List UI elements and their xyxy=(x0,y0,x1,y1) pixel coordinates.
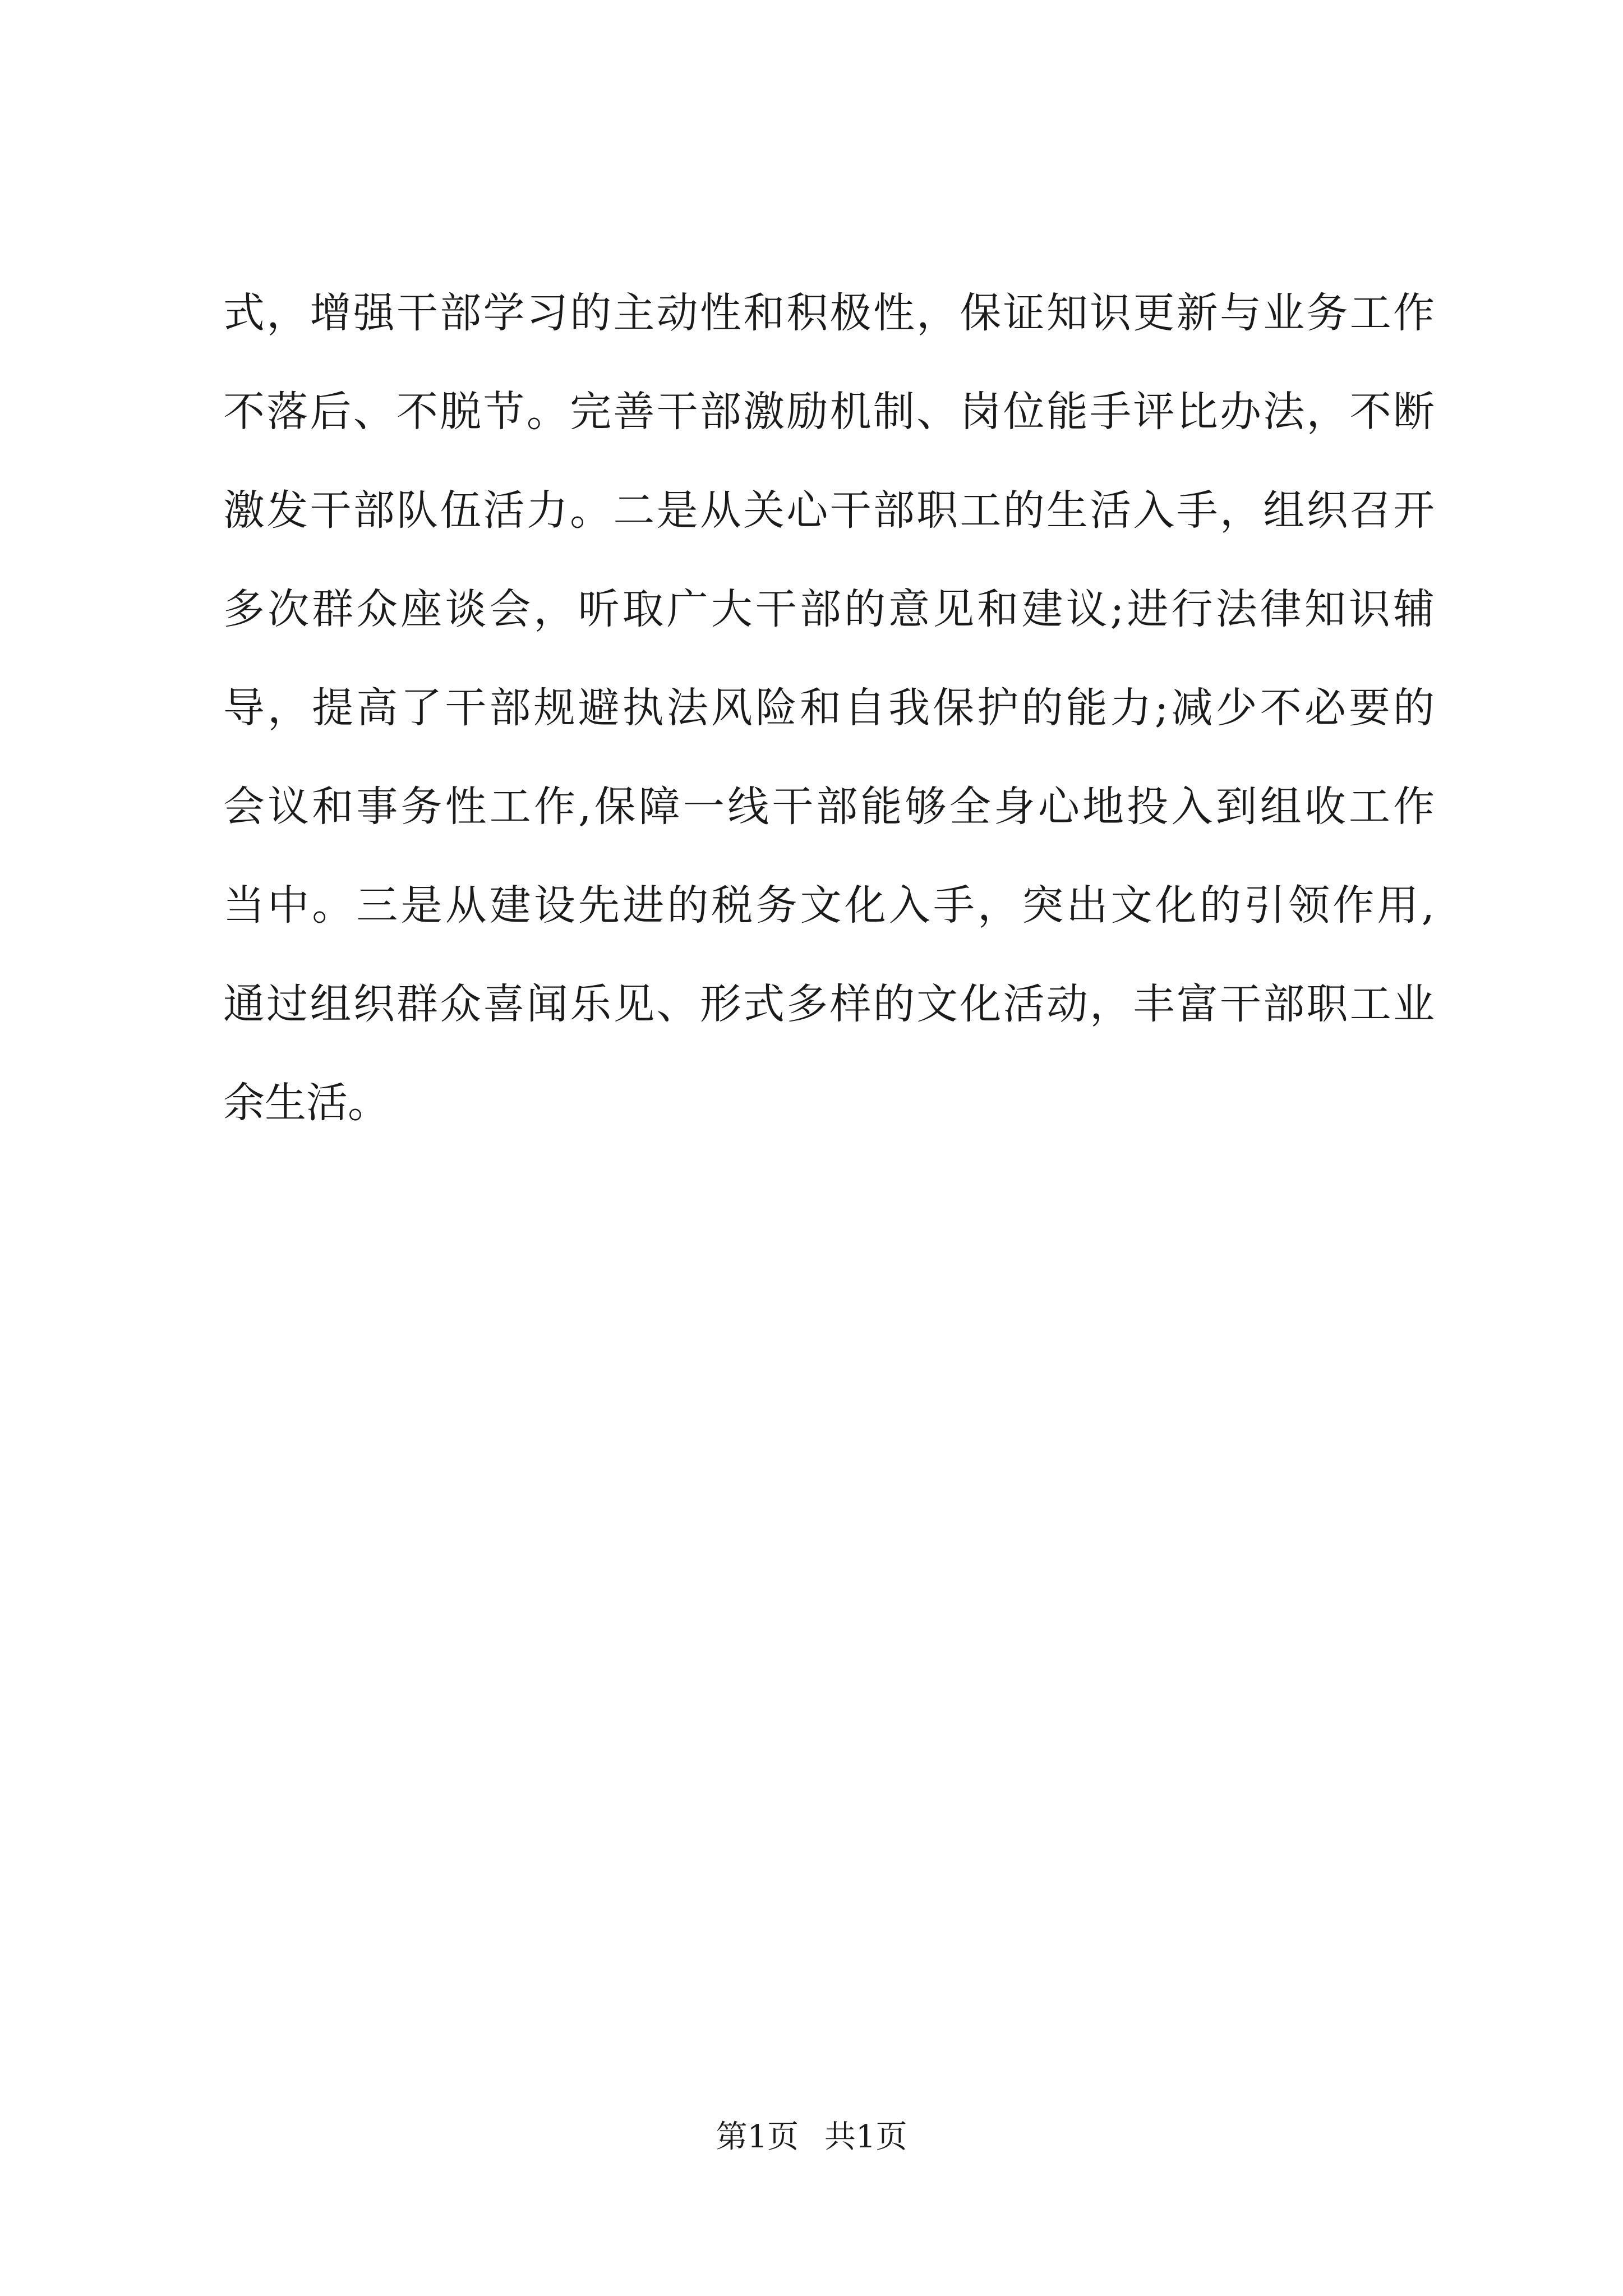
body-paragraph xyxy=(223,264,1435,1152)
page-number-total: 共1页 xyxy=(824,2119,907,2155)
text-line: 当中。三是从建设先进的税务文化入手，突出文化的引领作用, xyxy=(223,881,1435,930)
text-line: 激发干部队伍活力。二是从关心干部职工的生活入手，组织召开 xyxy=(223,486,1435,535)
text-line: 多次群众座谈会，听取广大干部的意见和建议;进行法律知识辅 xyxy=(223,585,1435,633)
text-line: 会议和事务性工作,保障一线干部能够全身心地投入到组收工作 xyxy=(223,783,1435,831)
text-line: 导，提高了干部规避执法风险和自我保护的能力;减少不必要的 xyxy=(223,684,1435,732)
text-line: 式，增强干部学习的主动性和积极性，保证知识更新与业务工作 xyxy=(223,289,1435,337)
page-footer xyxy=(0,2115,1623,2160)
text-line: 余生活。 xyxy=(223,1079,389,1127)
text-line: 不落后、不脱节。完善干部激励机制、岗位能手评比办法，不断 xyxy=(223,388,1435,436)
text-line: 通过组织群众喜闻乐见、形式多样的文化活动，丰富干部职工业 xyxy=(223,980,1435,1028)
page-number-current: 第1页 xyxy=(716,2119,799,2155)
